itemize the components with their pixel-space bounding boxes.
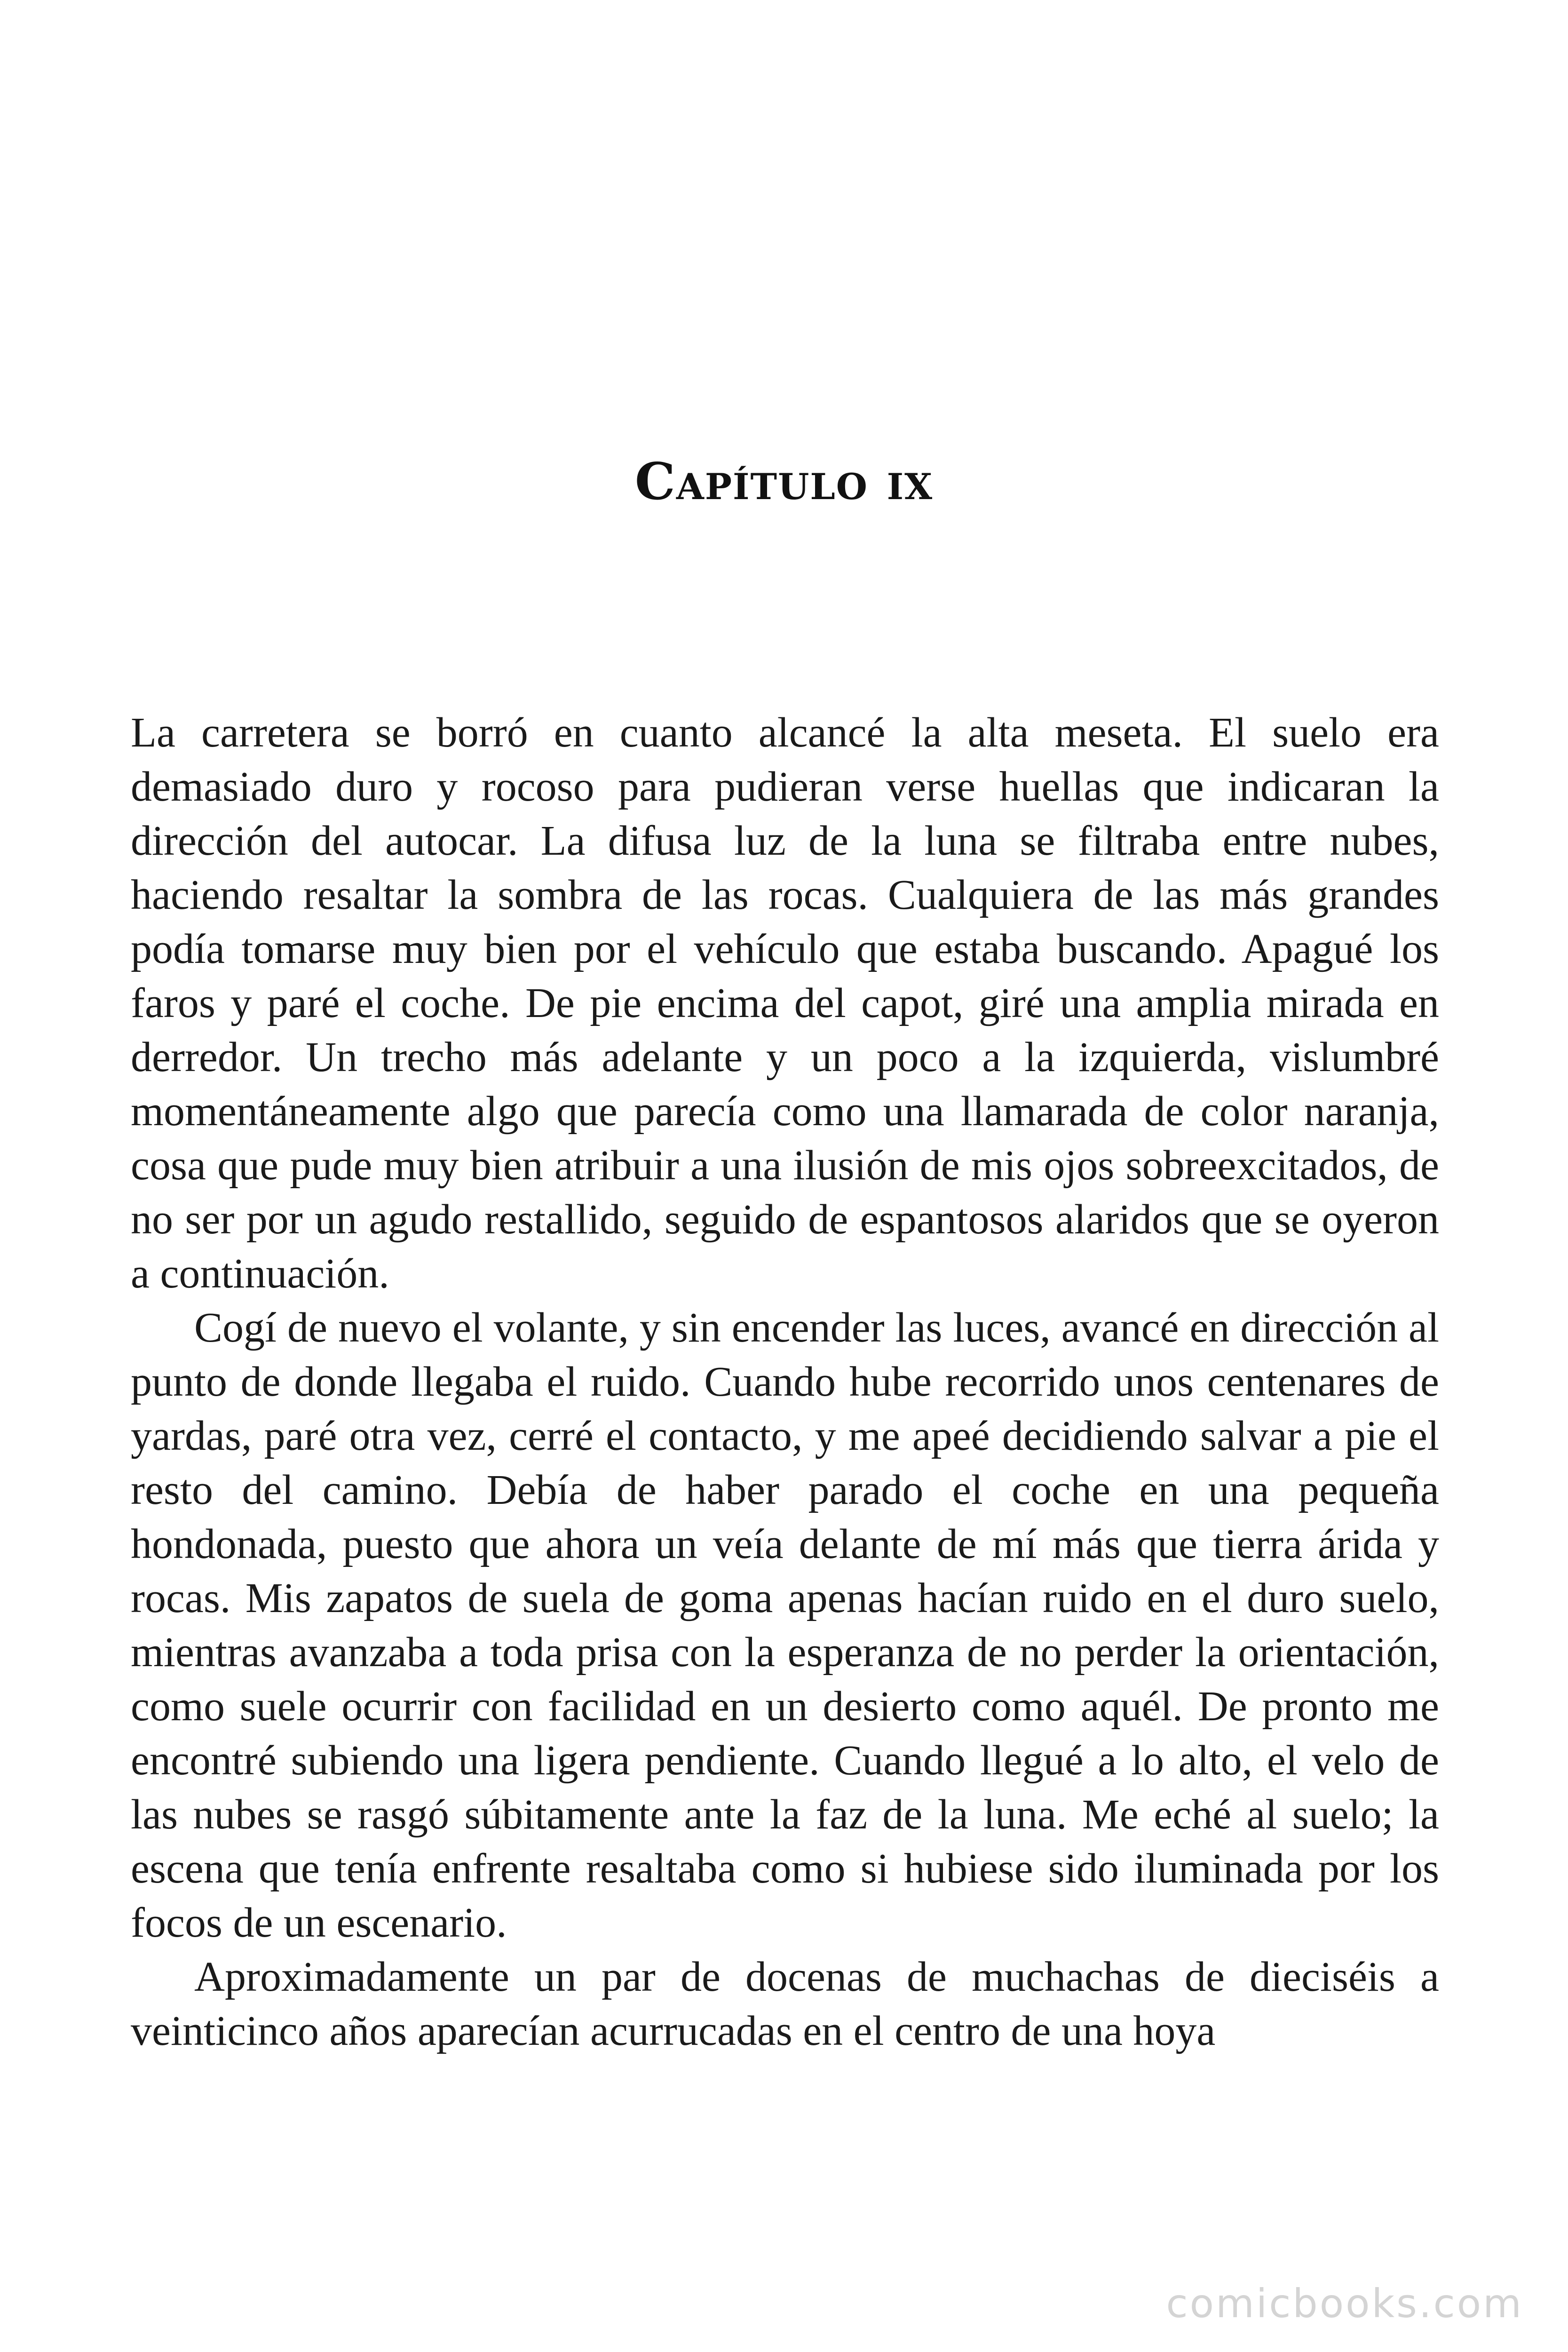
site-watermark: comicbooks.com <box>1166 2280 1523 2327</box>
chapter-title: Capítulo ix <box>634 452 934 511</box>
paragraph-2: Cogí de nuevo el volante, y sin encender las luces, avancé en dirección al punto de donde llegaba el ruido. Cuando hube recorrido unos centenares de yardas, paré otra vez, cerré el contacto, y me apeé decidiendo salvar a pie el resto del camino. Debía de haber parado el coche en una pequeña hondonada, puesto que ahora un veía delante de mí más que tierra árida y rocas. Mis zapatos de suela de goma apenas hacían ruido en el duro suelo, mientras avanzaba a toda prisa con la esperanza de no perder la orientación, como suele ocurrir con facilidad en un desierto como aquél. De pronto me encontré subiendo una ligera pendiente. Cuando llegué a lo alto, el velo de las nubes se rasgó súbitamente ante la faz de la luna. Me eché al suelo; la escena que tenía enfrente resaltaba como si hubiese sido iluminada por los focos de un escenario. <box>131 1304 1439 1946</box>
paragraph-1: La carretera se borró en cuanto alcancé la alta meseta. El suelo era demasiado duro y rocoso para pudieran verse huellas que indicaran la dirección del autocar. La difusa luz de la luna se filtraba entre nubes, haciendo resaltar la sombra de las rocas. Cualquiera de las más grandes podía tomarse muy bien por el vehículo que estaba buscando. Apagué los faros y paré el coche. De pie encima del capot, giré una amplia mirada en derredor. Un trecho más adelante y un poco a la izquierda, vislumbré momentáneamente algo que parecía como una llamarada de color naranja, cosa que pude muy bien atribuir a una ilusión de mis ojos sobreexcitados, de no ser por un agudo restallido, seguido de espantosos alaridos que se oyeron a continuación. <box>131 709 1439 1297</box>
paragraph-3: Aproximadamente un par de docenas de muchachas de dieciséis a veinticinco años aparecían acurrucadas en el centro de una hoya <box>131 1954 1439 2054</box>
chapter-body <box>131 706 1439 2058</box>
